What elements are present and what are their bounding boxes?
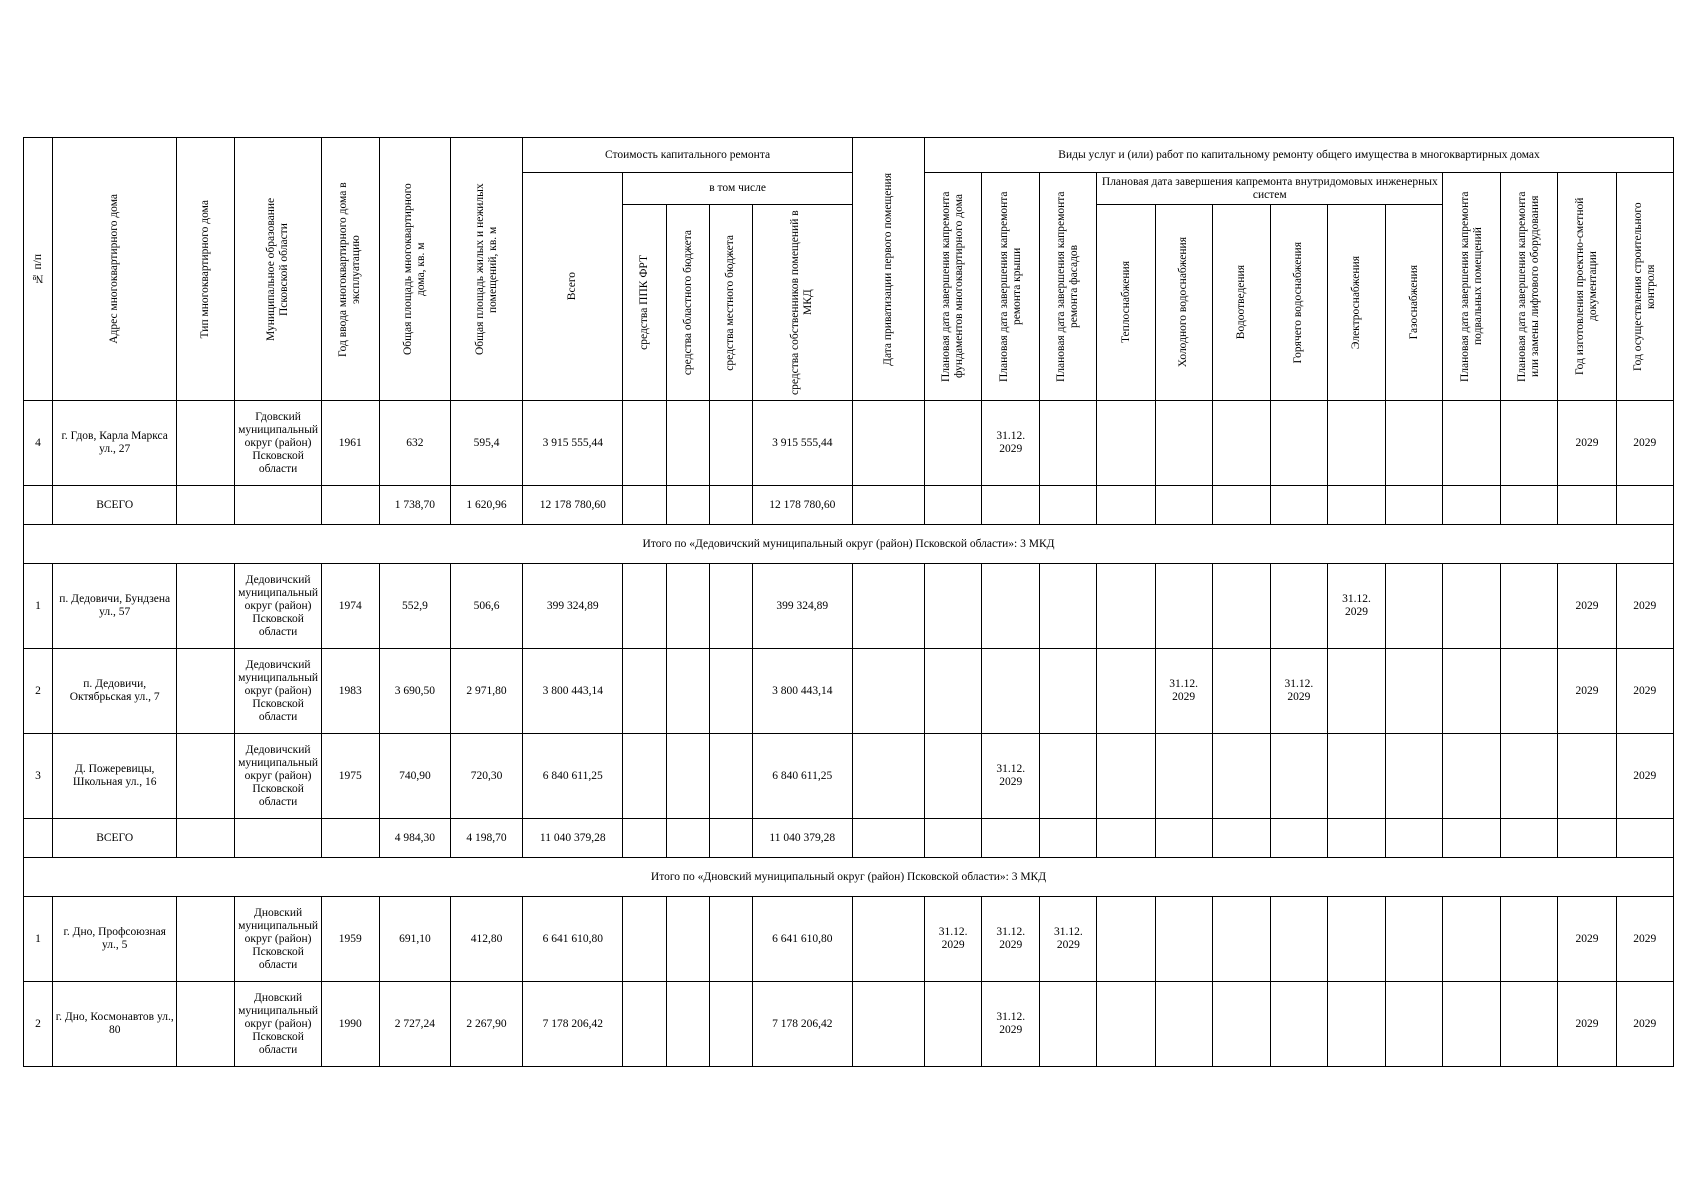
cell-facade	[1040, 564, 1097, 649]
cell-gas	[1386, 982, 1443, 1067]
cell-regional	[667, 564, 709, 649]
cell-foundation	[925, 649, 982, 734]
header-address: Адрес многоквартирного дома	[53, 138, 177, 401]
empty-cell	[1212, 486, 1270, 525]
cell-cost-total: 6 641 610,80	[523, 897, 623, 982]
cell-roof: 31.12. 2029	[982, 734, 1040, 819]
cell-num: 1	[24, 897, 53, 982]
header-basement: Плановая дата завершения капремонта подвальных помещений	[1443, 173, 1501, 401]
empty-cell	[1558, 819, 1616, 858]
cell-privatization	[852, 649, 924, 734]
cell-type	[177, 564, 235, 649]
cell-elevator	[1501, 401, 1558, 486]
total-owners: 12 178 780,60	[752, 486, 852, 525]
empty-cell	[667, 486, 709, 525]
cell-facade	[1040, 734, 1097, 819]
cell-local	[709, 982, 752, 1067]
cell-drainage	[1212, 401, 1270, 486]
header-living-area: Общая площадь жилых и нежилых помещений, кв. м	[450, 138, 522, 401]
header-gas: Газоснабжения	[1386, 205, 1443, 401]
cell-control-year: 2029	[1616, 897, 1673, 982]
total-cost-total: 12 178 780,60	[523, 486, 623, 525]
empty-cell	[1443, 819, 1501, 858]
total-total-area: 4 984,30	[379, 819, 450, 858]
cell-num: 4	[24, 401, 53, 486]
empty-cell	[709, 819, 752, 858]
table-row	[24, 649, 1674, 734]
cell-heat	[1097, 649, 1155, 734]
cell-ppk	[623, 734, 667, 819]
header-local: средства местного бюджета	[709, 205, 752, 401]
cell-heat	[1097, 564, 1155, 649]
cell-electric	[1327, 897, 1385, 982]
cell-address: п. Дедовичи, Октябрьская ул., 7	[53, 649, 177, 734]
cell-ppk	[623, 564, 667, 649]
cell-heat	[1097, 401, 1155, 486]
empty-cell	[1443, 486, 1501, 525]
cell-regional	[667, 401, 709, 486]
header-cost-total: Всего	[523, 173, 623, 401]
empty-cell	[1270, 819, 1327, 858]
cell-elevator	[1501, 897, 1558, 982]
cell-electric	[1327, 734, 1385, 819]
cell-design-year: 2029	[1558, 982, 1616, 1067]
cell-elevator	[1501, 564, 1558, 649]
cell-elevator	[1501, 734, 1558, 819]
cell-design-year: 2029	[1558, 897, 1616, 982]
cell-num: 3	[24, 734, 53, 819]
cell-local	[709, 897, 752, 982]
cell-elevator	[1501, 982, 1558, 1067]
empty-cell	[623, 486, 667, 525]
empty-cell	[1155, 819, 1212, 858]
header-regional: средства областного бюджета	[667, 205, 709, 401]
cell-basement	[1443, 734, 1501, 819]
cell-owners: 7 178 206,42	[752, 982, 852, 1067]
header-facade: Плановая дата завершения капремонта ремонта фасадов	[1040, 173, 1097, 401]
header-engineering-group: Плановая дата завершения капремонта внутридомовых инженерных систем	[1097, 173, 1443, 205]
total-row	[24, 486, 1674, 525]
table-row	[24, 564, 1674, 649]
cell-total-area: 552,9	[379, 564, 450, 649]
empty-cell	[321, 819, 379, 858]
cell-roof	[982, 649, 1040, 734]
capital-repair-table	[23, 137, 1674, 1067]
cell-local	[709, 734, 752, 819]
empty-cell	[177, 819, 235, 858]
cell-facade	[1040, 401, 1097, 486]
empty-cell	[1386, 486, 1443, 525]
cell-design-year: 2029	[1558, 564, 1616, 649]
total-row	[24, 819, 1674, 858]
cell-hot-water: 31.12. 2029	[1270, 649, 1327, 734]
total-total-area: 1 738,70	[379, 486, 450, 525]
total-owners: 11 040 379,28	[752, 819, 852, 858]
cell-local	[709, 649, 752, 734]
header-num: № п/п	[24, 138, 53, 401]
cell-address: Д. Пожеревицы, Школьная ул., 16	[53, 734, 177, 819]
table-row	[24, 734, 1674, 819]
table-row	[24, 982, 1674, 1067]
cell-gas	[1386, 564, 1443, 649]
cell-address: п. Дедовичи, Бундзена ул., 57	[53, 564, 177, 649]
cell-electric	[1327, 982, 1385, 1067]
header-cost-group: Стоимость капитального ремонта	[523, 138, 853, 173]
cell-address: г. Дно, Космонавтов ул., 80	[53, 982, 177, 1067]
cell-municipality: Дновский муниципальный округ (район) Псковской области	[235, 982, 321, 1067]
cell-owners: 6 840 611,25	[752, 734, 852, 819]
header-foundation: Плановая дата завершения капремонта фундаментов многоквартирного дома	[925, 173, 982, 401]
cell-hot-water	[1270, 982, 1327, 1067]
empty-cell	[1616, 486, 1673, 525]
header-roof: Плановая дата завершения капремонта ремонта крыши	[982, 173, 1040, 401]
cell-total-area: 2 727,24	[379, 982, 450, 1067]
cell-year: 1974	[321, 564, 379, 649]
cell-type	[177, 982, 235, 1067]
empty-cell	[1097, 819, 1155, 858]
cell-facade: 31.12. 2029	[1040, 897, 1097, 982]
cell-local	[709, 564, 752, 649]
empty-cell	[24, 486, 53, 525]
cell-design-year: 2029	[1558, 401, 1616, 486]
cell-foundation: 31.12. 2029	[925, 897, 982, 982]
empty-cell	[852, 819, 924, 858]
empty-cell	[1386, 819, 1443, 858]
header-design-year: Год изготовления проектно-сметной документации	[1558, 173, 1616, 401]
total-label: ВСЕГО	[53, 819, 177, 858]
group-heading: Итого по «Дновский муниципальный округ (район) Псковской области»: 3 МКД	[24, 858, 1674, 897]
cell-elevator	[1501, 649, 1558, 734]
table-row	[24, 401, 1674, 486]
empty-cell	[1040, 486, 1097, 525]
empty-cell	[321, 486, 379, 525]
empty-cell	[1212, 819, 1270, 858]
cell-municipality: Дедовичский муниципальный округ (район) Псковской области	[235, 649, 321, 734]
cell-electric	[1327, 649, 1385, 734]
cell-cold-water	[1155, 564, 1212, 649]
cell-gas	[1386, 734, 1443, 819]
cell-total-area: 691,10	[379, 897, 450, 982]
empty-cell	[667, 819, 709, 858]
cell-address: г. Дно, Профсоюзная ул., 5	[53, 897, 177, 982]
cell-regional	[667, 982, 709, 1067]
cell-living-area: 2 971,80	[450, 649, 522, 734]
table-body	[24, 401, 1674, 1067]
group-heading: Итого по «Дедовичский муниципальный округ (район) Псковской области»: 3 МКД	[24, 525, 1674, 564]
cell-cold-water	[1155, 897, 1212, 982]
cell-hot-water	[1270, 401, 1327, 486]
header-owners: средства собственников помещений в МКД	[752, 205, 852, 401]
cell-year: 1983	[321, 649, 379, 734]
cell-roof: 31.12. 2029	[982, 982, 1040, 1067]
empty-cell	[982, 486, 1040, 525]
empty-cell	[1327, 486, 1385, 525]
cell-municipality: Дедовичский муниципальный округ (район) Псковской области	[235, 564, 321, 649]
cell-regional	[667, 734, 709, 819]
cell-drainage	[1212, 734, 1270, 819]
header-municipality: Муниципальное образование Псковской области	[235, 138, 321, 401]
cell-gas	[1386, 897, 1443, 982]
cell-living-area: 506,6	[450, 564, 522, 649]
cell-total-area: 632	[379, 401, 450, 486]
empty-cell	[1327, 819, 1385, 858]
cell-basement	[1443, 564, 1501, 649]
empty-cell	[235, 486, 321, 525]
header-ppk: средства ППК ФРТ	[623, 205, 667, 401]
cell-electric	[1327, 401, 1385, 486]
cell-heat	[1097, 897, 1155, 982]
empty-cell	[925, 486, 982, 525]
cell-facade	[1040, 982, 1097, 1067]
header-electric: Электроснабжения	[1327, 205, 1385, 401]
header-control-year: Год осуществления строительного контроля	[1616, 173, 1673, 401]
cell-cold-water	[1155, 734, 1212, 819]
cell-ppk	[623, 897, 667, 982]
cell-facade	[1040, 649, 1097, 734]
cell-foundation	[925, 564, 982, 649]
empty-cell	[1270, 486, 1327, 525]
cell-regional	[667, 649, 709, 734]
cell-foundation	[925, 982, 982, 1067]
cell-type	[177, 734, 235, 819]
cell-roof	[982, 564, 1040, 649]
cell-cold-water	[1155, 401, 1212, 486]
empty-cell	[235, 819, 321, 858]
cell-num: 2	[24, 649, 53, 734]
empty-cell	[177, 486, 235, 525]
cell-owners: 6 641 610,80	[752, 897, 852, 982]
empty-cell	[24, 819, 53, 858]
cell-basement	[1443, 982, 1501, 1067]
cell-address: г. Гдов, Карла Маркса ул., 27	[53, 401, 177, 486]
header-drainage: Водоотведения	[1212, 205, 1270, 401]
cell-living-area: 595,4	[450, 401, 522, 486]
group-heading-row	[24, 858, 1674, 897]
cell-basement	[1443, 401, 1501, 486]
cell-design-year: 2029	[1558, 649, 1616, 734]
cell-roof: 31.12. 2029	[982, 897, 1040, 982]
cell-cost-total: 3 800 443,14	[523, 649, 623, 734]
cell-type	[177, 649, 235, 734]
cell-cold-water	[1155, 982, 1212, 1067]
cell-foundation	[925, 734, 982, 819]
cell-heat	[1097, 734, 1155, 819]
cell-year: 1961	[321, 401, 379, 486]
cell-privatization	[852, 734, 924, 819]
cell-hot-water	[1270, 734, 1327, 819]
empty-cell	[852, 486, 924, 525]
header-works-group: Виды услуг и (или) работ по капитальному ремонту общего имущества в многоквартирных домах	[925, 138, 1674, 173]
empty-cell	[1155, 486, 1212, 525]
empty-cell	[1097, 486, 1155, 525]
cell-drainage	[1212, 897, 1270, 982]
cell-living-area: 412,80	[450, 897, 522, 982]
empty-cell	[1616, 819, 1673, 858]
group-heading-row	[24, 525, 1674, 564]
empty-cell	[623, 819, 667, 858]
cell-type	[177, 897, 235, 982]
cell-control-year: 2029	[1616, 401, 1673, 486]
cell-cost-total: 3 915 555,44	[523, 401, 623, 486]
cell-cost-total: 7 178 206,42	[523, 982, 623, 1067]
cell-privatization	[852, 982, 924, 1067]
cell-control-year: 2029	[1616, 982, 1673, 1067]
total-label: ВСЕГО	[53, 486, 177, 525]
cell-cost-total: 399 324,89	[523, 564, 623, 649]
cell-ppk	[623, 649, 667, 734]
empty-cell	[982, 819, 1040, 858]
cell-control-year: 2029	[1616, 734, 1673, 819]
cell-heat	[1097, 982, 1155, 1067]
cell-type	[177, 401, 235, 486]
cell-owners: 399 324,89	[752, 564, 852, 649]
header-type: Тип многоквартирного дома	[177, 138, 235, 401]
cell-living-area: 2 267,90	[450, 982, 522, 1067]
header-privatization: Дата приватизации первого помещения	[852, 138, 924, 401]
table-row	[24, 897, 1674, 982]
cell-design-year	[1558, 734, 1616, 819]
cell-owners: 3 915 555,44	[752, 401, 852, 486]
cell-municipality: Дновский муниципальный округ (район) Псковской области	[235, 897, 321, 982]
cell-drainage	[1212, 982, 1270, 1067]
cell-ppk	[623, 401, 667, 486]
total-living-area: 1 620,96	[450, 486, 522, 525]
cell-ppk	[623, 982, 667, 1067]
cell-num: 2	[24, 982, 53, 1067]
header-hot-water: Горячего водоснабжения	[1270, 205, 1327, 401]
header-total-area: Общая площадь многоквартирного дома, кв. м	[379, 138, 450, 401]
header-cold-water: Холодного водоснабжения	[1155, 205, 1212, 401]
cell-privatization	[852, 564, 924, 649]
empty-cell	[1501, 486, 1558, 525]
cell-basement	[1443, 897, 1501, 982]
cell-foundation	[925, 401, 982, 486]
cell-year: 1990	[321, 982, 379, 1067]
empty-cell	[1501, 819, 1558, 858]
cell-owners: 3 800 443,14	[752, 649, 852, 734]
cell-cost-total: 6 840 611,25	[523, 734, 623, 819]
cell-drainage	[1212, 564, 1270, 649]
total-living-area: 4 198,70	[450, 819, 522, 858]
cell-privatization	[852, 401, 924, 486]
cell-local	[709, 401, 752, 486]
cell-control-year: 2029	[1616, 564, 1673, 649]
empty-cell	[709, 486, 752, 525]
header-heat: Теплоснабжения	[1097, 205, 1155, 401]
cell-living-area: 720,30	[450, 734, 522, 819]
cell-roof: 31.12. 2029	[982, 401, 1040, 486]
cell-year: 1959	[321, 897, 379, 982]
cell-basement	[1443, 649, 1501, 734]
cell-total-area: 740,90	[379, 734, 450, 819]
total-cost-total: 11 040 379,28	[523, 819, 623, 858]
cell-drainage	[1212, 649, 1270, 734]
cell-electric: 31.12. 2029	[1327, 564, 1385, 649]
cell-privatization	[852, 897, 924, 982]
cell-control-year: 2029	[1616, 649, 1673, 734]
empty-cell	[1040, 819, 1097, 858]
cell-total-area: 3 690,50	[379, 649, 450, 734]
cell-year: 1975	[321, 734, 379, 819]
cell-gas	[1386, 649, 1443, 734]
cell-municipality: Дедовичский муниципальный округ (район) Псковской области	[235, 734, 321, 819]
cell-gas	[1386, 401, 1443, 486]
cell-regional	[667, 897, 709, 982]
header-incl: в том числе	[623, 173, 853, 205]
cell-cold-water: 31.12. 2029	[1155, 649, 1212, 734]
header-elevator: Плановая дата завершения капремонта или замены лифтового оборудования	[1501, 173, 1558, 401]
header-year-commission: Год ввода многоквартирного дома в эксплуатацию	[321, 138, 379, 401]
empty-cell	[925, 819, 982, 858]
cell-hot-water	[1270, 897, 1327, 982]
empty-cell	[1558, 486, 1616, 525]
cell-municipality: Гдовский муниципальный округ (район) Псковской области	[235, 401, 321, 486]
cell-hot-water	[1270, 564, 1327, 649]
cell-num: 1	[24, 564, 53, 649]
